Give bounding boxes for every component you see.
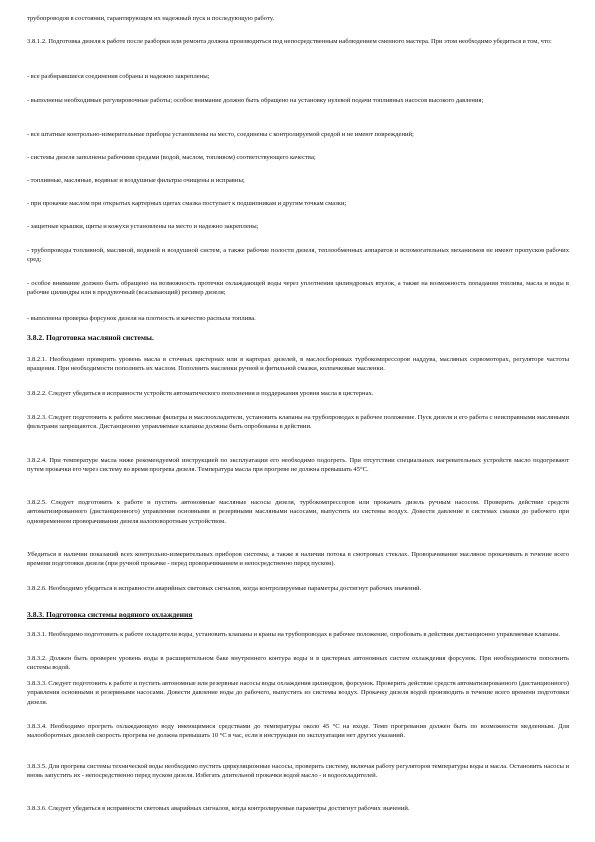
paragraph: 3.8.2.1. Необходимо проверить уровень масла в сточных цистернах или в картерах дизелей, в маслосборниках турбокомпрессоров наддува, масляных сервомоторах, регуляторе частоты вращения. При необходимости пополнить их маслом. Пополнить масленки ручной и фитильной смазки, колпачковые масленки. — [27, 356, 569, 373]
paragraph: - защитные крышки, щиты и кожухи установлены на место и надежно закреплены; — [27, 223, 259, 230]
paragraph: - системы дизеля заполнены рабочими средами (водой, маслом, топливом) соответствующего качества; — [27, 154, 316, 161]
paragraph: 3.8.2.3. Следует подготовить к работе масляные фильтры и маслоохладители, установить клапаны на трубопроводах в рабочее положение. Пуск дизеля и его работа с неисправными масляными фильтрами запрещаются. Дистанционно управляемые клапаны должны быть опробованы в действии. — [27, 414, 569, 431]
paragraph: трубопроводов в состоянии, гарантирующем их надежный пуск и последующую работу. — [27, 15, 275, 22]
paragraph: 3.8.3.1. Необходимо подготовить к работе охладители воды, установить клапаны и краны на трубопроводах в рабочее положение, опробовать в действии дистанционно управляемые клапаны. — [27, 631, 561, 638]
paragraph: - выполнены необходимые регулировочные работы; особое внимание должно быть обращено на установку нулевой подачи топливных насосов высокого давления; — [27, 97, 484, 104]
paragraph: - особое внимание должно быть обращено на возможность протечки охлаждающей воды через уплотнения цилиндровых втулок, а также на возможность попадания топлива, масла и воды в рабочие цилиндры или в продувочный (всасывающий) ресивер дизеля; — [27, 280, 569, 297]
paragraph: 3.8.2.2. Следует убедиться в исправности устройств автоматического пополнения и поддержания уровня масла в цистернах. — [27, 390, 374, 397]
paragraph: 3.8.3.4. Необходимо прогреть охлаждающую воду имеющимися средствами до температуры около 45 °С на входе. Темп прогревания должен быть по возможности медленным. Для малооборотных дизелей скорость прогрева не должна превышать 10 °С в час, если в инструкции по эксплуатации нет других указаний. — [27, 723, 569, 740]
paragraph: 3.8.3.3. Следует подготовить к работе и пустить автономные или резервные насосы воды охлаждения цилиндров, форсунок. Проверить действие средств автоматизированного (дистанционного) управления основными и резервными насосами. Довести давление воды до рабочего, выпустить из системы воздух. Прокачку дизеля водой производить в течение всего времени подготовки дизеля. — [27, 680, 569, 706]
section-heading: 3.8.3. Подготовка системы водяного охлаждения — [27, 610, 193, 619]
paragraph: - все штатные контрольно-измерительные приборы установлены на место, соединены с контролируемой средой и не имеют повреждений; — [27, 131, 414, 138]
paragraph: 3.8.3.6. Следует убедиться в исправности световых аварийных сигналов, когда контролируемые параметры достигнут рабочих значений. — [27, 805, 410, 812]
paragraph: - все разбиравшиеся соединения собраны и надежно закреплены; — [27, 73, 210, 80]
paragraph: Убедиться в наличии показаний всех контрольно-измерительных приборов системы, а также в наличии потока в смотровых стеклах. Проворачивание масляное прокачивать в течение всего времени подготовки дизеля (при ручной прокачке - перед проворачиванием и непосредственно перед пуском). — [27, 551, 569, 568]
paragraph: 3.8.3.5. Для прогрева системы технической воды необходимо пустить циркуляционные насосы, проверить систему, включая работу регуляторов температуры воды и масла. Остановить насосы и вновь запустить их - непосредственно перед пуском дизеля. Избегать длительной прокачки водой масло - и водоохладителей. — [27, 763, 569, 780]
paragraph: - топливные, масляные, водяные и воздушные фильтры очищены и исправны; — [27, 177, 245, 184]
section-heading: 3.8.2. Подготовка масляной системы. — [27, 333, 154, 342]
paragraph: 3.8.2.5. Следует подготовить к работе и пустить автономные масляные насосы дизеля, турбокомпрессоров или прокачать дизель ручным насосом. Проверить действие средств автоматизированного (дистанционного) управления основными и резервными масляными насосами, выпустить из системы воздух. Довести давление в системах смазки до рабочего при одновременном проворачивании дизеля валоповоротным устройством. — [27, 499, 569, 525]
paragraph: - при прокачке маслом при открытых картерных щитах смазка поступает к подшипникам и другим точкам смазки; — [27, 200, 347, 207]
paragraph: 3.8.1.2. Подготовка дизеля к работе после разборки или ремонта должна производиться под непосредственным наблюдением сменного мастера. При этом необходимо убедиться в том, что: — [27, 38, 552, 45]
paragraph: 3.8.2.4. При температуре масла ниже рекомендуемой инструкцией по эксплуатации его необходимо подогреть. При отсутствии специальных нагревательных устройств масло подогревают путем прокачки его через систему во время прогрева дизеля. Температура масла при прогреве не должна превышать 45°С. — [27, 457, 569, 474]
paragraph: - выполнена проверка форсунок дизеля на плотность и качество распыла топлива. — [27, 315, 256, 322]
paragraph: 3.8.3.2. Должен быть проверен уровень воды в расширительном баке внутреннего контура воды и в цистернах автономных систем охлаждения форсунок. При необходимости пополнить системы водой. — [27, 655, 569, 672]
paragraph: - трубопроводы топливной, масляной, водяной и воздушной систем, а также рабочие полости дизеля, теплообменных аппаратов и вспомогательных механизмов не имеют пропусков рабочих сред; — [27, 247, 569, 264]
paragraph: 3.8.2.6. Необходимо убедиться в исправности аварийных световых сигналов, когда контролируемые параметры достигнут рабочих значений. — [27, 585, 422, 592]
